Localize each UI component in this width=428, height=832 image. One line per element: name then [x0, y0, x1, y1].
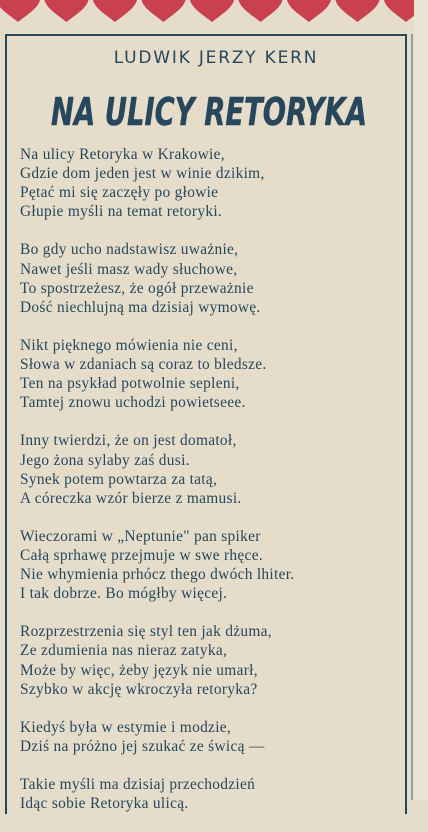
poem-line: Nawet jeśli masz wady słuchowe, — [20, 260, 238, 278]
poem-line: Synek potem powtarza za tatą, — [20, 470, 218, 488]
stanza — [20, 622, 400, 698]
heart-ornament — [238, 0, 282, 22]
stanza — [20, 527, 400, 603]
heart-ornament — [93, 0, 137, 22]
poem-line: Idąc sobie Retoryka ulicą. — [20, 795, 189, 813]
page-fold-line — [411, 34, 413, 800]
heart-ornament — [335, 0, 379, 22]
stanza — [20, 145, 400, 221]
poem-line: Rozprzestrzenia się styl ten jak dżuma, — [20, 623, 272, 641]
poem-line: A córeczka wzór bierze z mamusi. — [20, 489, 242, 507]
heart-ornament — [0, 0, 40, 22]
decorative-heart-border — [0, 0, 428, 26]
poem-line: Takie myśli ma dzisiaj przechodzień — [20, 776, 256, 794]
poem-line: Szybko w akcję wkroczyła retoryka? — [20, 680, 258, 698]
author-name: LUDWIK JERZY KERN — [113, 48, 319, 68]
poem-line: Słowa w zdaniach są coraz to bledsze. — [20, 356, 267, 374]
stanza — [20, 336, 400, 412]
poem-line: Tamtej znowu uchodzi powietseee. — [20, 394, 246, 412]
page-edge — [414, 0, 428, 800]
poem-line: Dość niechlujną ma dzisiaj wymowę. — [20, 298, 261, 316]
stanza — [20, 431, 400, 507]
stanza — [20, 718, 400, 756]
poem-line: Jego żona sylaby zaś dusi. — [20, 451, 190, 469]
stanza — [20, 240, 400, 316]
poem-line: Gdzie dom jeden jest w winie dzikim, — [20, 165, 265, 183]
poem-line: Pętać mi się zaczęły po głowie — [20, 184, 219, 202]
heart-ornament — [44, 0, 88, 22]
poem-line: Głupie myśli na temat retoryki. — [20, 203, 223, 221]
poem-line: Inny twierdzi, że on jest domatoł, — [20, 432, 237, 450]
poem-line: Dziś na próżno jej szukać ze świcą — — [20, 737, 265, 755]
poem-body — [20, 145, 400, 832]
poem-title-text: NA ULICY RETORYKA — [51, 90, 367, 134]
poem-title — [48, 88, 370, 132]
stanza — [20, 775, 400, 813]
poem-line: I tak dobrze. Bo mógłby więcej. — [20, 585, 228, 603]
poem-line: Kiedyś była w estymie i modzie, — [20, 718, 232, 736]
poem-line: Na ulicy Retoryka w Krakowie, — [20, 146, 225, 163]
heart-ornament — [190, 0, 234, 22]
poem-line: To spostrzeżesz, że ogół przeważnie — [20, 279, 254, 297]
poem-line: Całą sprhawę przejmuje w swe rhęce. — [20, 546, 263, 564]
poem-line: Bo gdy ucho nadstawisz uważnie, — [20, 241, 239, 259]
poem-line: Wieczorami w „Neptunie" pan spiker — [20, 527, 261, 545]
poem-line: Może by więc, żeby język nie umarł, — [20, 661, 258, 679]
poem-line: Ten na psykład potwolnie sepleni, — [20, 375, 240, 393]
poem-line: Ze zdumienia nas nieraz zatyka, — [20, 642, 228, 660]
poem-line: Nie whymienia prhócz thego dwóch lhiter. — [20, 566, 295, 584]
heart-ornament — [287, 0, 331, 22]
heart-ornament — [141, 0, 185, 22]
poem-line: Nikt pięknego mówienia nie ceni, — [20, 336, 238, 354]
